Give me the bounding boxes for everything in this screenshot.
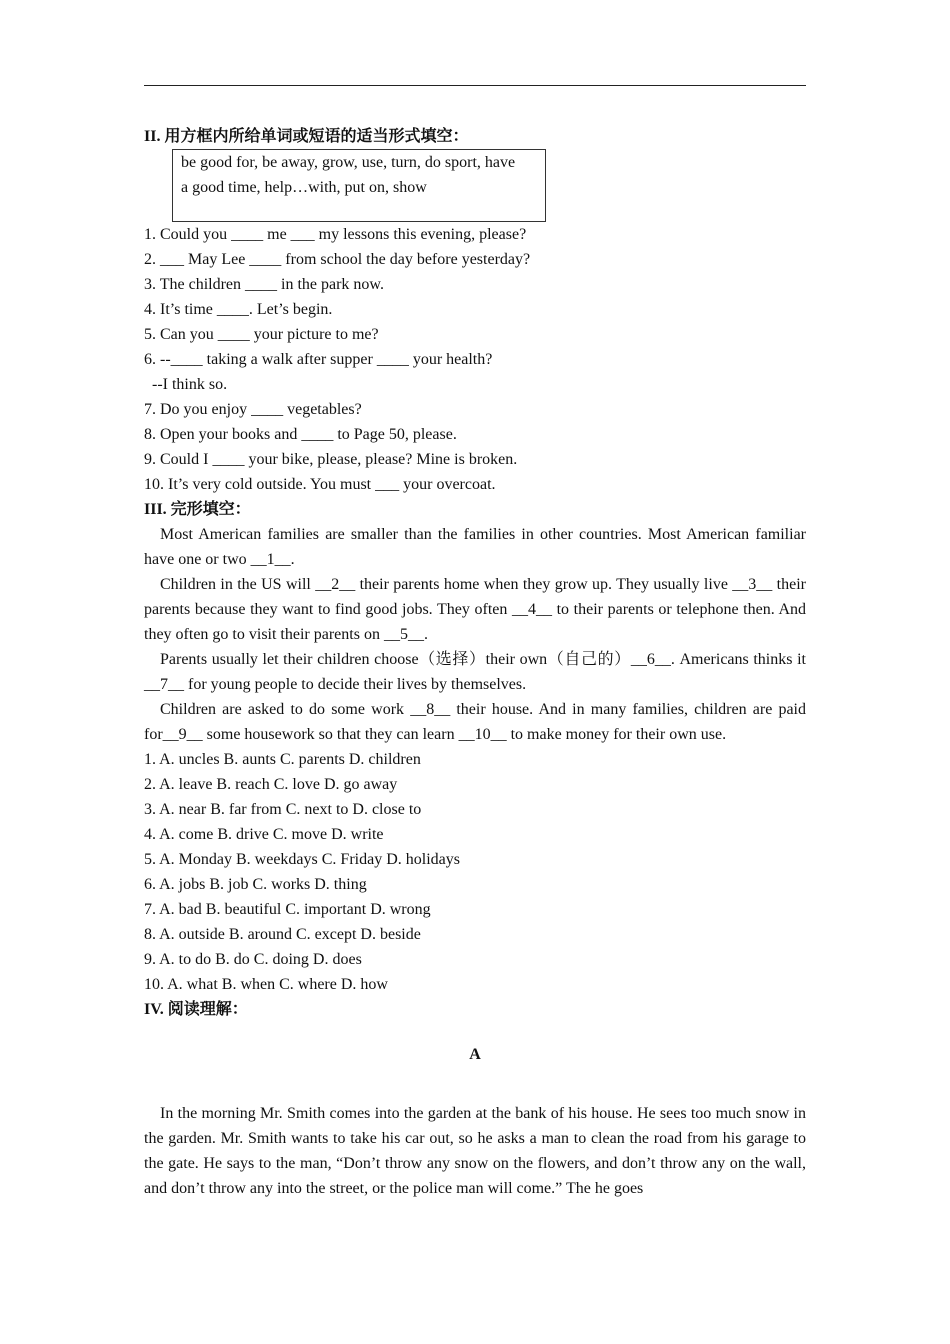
cloze-paragraph: Children in the US will __2__ their parents home when they grow up. They usually live __3__ their parents because they want to find good jobs. They often __4__ to their parents or telephone then. And they often go to visit their parents on __5__. <box>144 576 806 643</box>
cloze-option: 10. A. what B. when C. where D. how <box>144 976 388 993</box>
fill-item: 1. Could you ____ me ___ my lessons this evening, please? <box>144 226 527 243</box>
fill-item: 10. It’s very cold outside. You must ___ your overcoat. <box>144 476 496 493</box>
word-box-line: be good for, be away, grow, use, turn, do sport, have <box>181 154 516 171</box>
cloze-option: 9. A. to do B. do C. doing D. does <box>144 951 362 968</box>
cloze-option: 5. A. Monday B. weekdays C. Friday D. holidays <box>144 851 460 868</box>
cloze-paragraph: Most American families are smaller than the families in other countries. Most American familiar have one or two __1__. <box>144 526 806 568</box>
cloze-paragraph: Children are asked to do some work __8__ their house. And in many families, children are paid for__9__ some housework so that they can learn __10__ to make money for their own use. <box>144 701 806 743</box>
word-box <box>172 149 546 222</box>
cloze-option: 7. A. bad B. beautiful C. important D. wrong <box>144 901 431 918</box>
reading-paragraph: In the morning Mr. Smith comes into the garden at the bank of his house. He sees too much snow in the garden. Mr. Smith wants to take his car out, so he asks a man to clean the road from his garage to the gate. He says to the man, “Don’t throw any snow on the flowers, and don’t throw any on the wall, and don’t throw any into the street, or the police man will come.” The he goes <box>144 1105 806 1197</box>
cloze-option: 3. A. near B. far from C. next to D. close to <box>144 801 422 818</box>
cloze-paragraph: Parents usually let their children choose（选择）their own（自己的）__6__. Americans thinks it __7__ for young people to decide their lives by themselves. <box>144 651 806 693</box>
fill-item: 8. Open your books and ____ to Page 50, please. <box>144 426 457 443</box>
fill-item: 2. ___ May Lee ____ from school the day before yesterday? <box>144 251 531 268</box>
document-body <box>144 124 806 1201</box>
word-box-line: a good time, help…with, put on, show <box>181 179 427 196</box>
cloze-option: 2. A. leave B. reach C. love D. go away <box>144 776 398 793</box>
fill-item: 6. --____ taking a walk after supper ____ your health? <box>144 351 493 368</box>
section3-heading: III. 完形填空： <box>144 501 251 518</box>
cloze-option: 8. A. outside B. around C. except D. beside <box>144 926 421 943</box>
cloze-option: 6. A. jobs B. job C. works D. thing <box>144 876 367 893</box>
section4-heading: IV. 阅读理解： <box>144 1001 248 1018</box>
fill-item: 4. It’s time ____. Let’s begin. <box>144 301 333 318</box>
cloze-option: 1. A. uncles B. aunts C. parents D. children <box>144 751 421 768</box>
header-rule <box>144 85 806 86</box>
passage-title: A <box>469 1046 481 1063</box>
section2-heading: II. 用方框内所给单词或短语的适当形式填空： <box>144 128 469 145</box>
fill-item: 7. Do you enjoy ____ vegetables? <box>144 401 362 418</box>
fill-item: 5. Can you ____ your picture to me? <box>144 326 379 343</box>
cloze-option: 4. A. come B. drive C. move D. write <box>144 826 384 843</box>
fill-item: 9. Could I ____ your bike, please, please? Mine is broken. <box>144 451 518 468</box>
fill-item-answer: --I think so. <box>152 376 228 393</box>
fill-item: 3. The children ____ in the park now. <box>144 276 384 293</box>
